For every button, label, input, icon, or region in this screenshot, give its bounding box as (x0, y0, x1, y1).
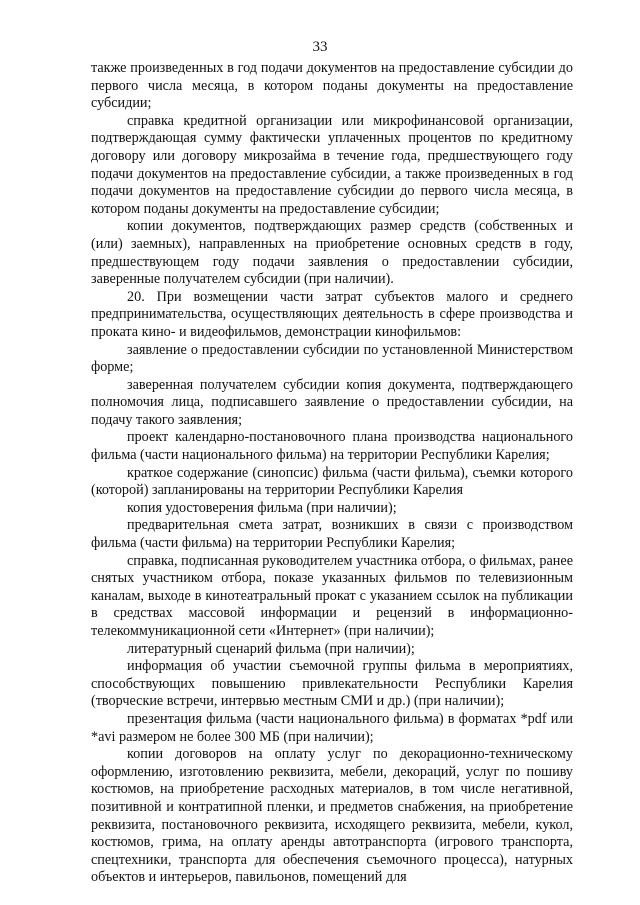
paragraph: информация об участии съемочной группы фильма в мероприятиях, способствующих повышению привлекательности Республики Карелия (творческие встречи, интервью местным СМИ и др.) (при наличии); (91, 658, 573, 710)
paragraph: литературный сценарий фильма (при наличии); (127, 640, 415, 657)
paragraph: копия удостоверения фильма (при наличии); (127, 499, 397, 516)
paragraph: презентация фильма (части национального фильма) в форматах *pdf или *avi размером не более 300 МБ (при наличии); (91, 710, 573, 745)
paragraph: также произведенных в год подачи документов на предоставление субсидии до первого числа месяца, в котором поданы документы на предоставление субсидии; (91, 60, 573, 112)
paragraph: заявление о предоставлении субсидии по установленной Министерством форме; (91, 341, 573, 376)
paragraph: справка, подписанная руководителем участника отбора, о фильмах, ранее снятых участником отбора, показе указанных фильмов по телевизионным каналам, выходе в кинотеатральный прокат с указанием ссылок на публикации в средствах массовой информации и рецензий в информационно-телекоммуникационной сети «Интернет» (при наличии); (91, 552, 573, 639)
paragraph: заверенная получателем субсидии копия документа, подтверждающего полномочия лица, подписавшего заявление о предоставлении субсидии, на подачу такого заявления; (91, 376, 573, 428)
paragraph: 20. При возмещении части затрат субъектов малого и среднего предпринимательства, осуществляющих деятельность в сфере производства и проката кино- и видеофильмов, демонстрации кинофильмов: (91, 288, 573, 340)
paragraph: справка кредитной организации или микрофинансовой организации, подтверждающая сумму фактически уплаченных процентов по кредитному договору или договору микрозайма в течение года, предшествующего году подачи документов на предоставление субсидии, а также произведенных в год подачи документов на предоставление субсидии до первого числа месяца, в котором поданы документы на предоставление субсидии; (91, 112, 573, 217)
page-number: 33 (312, 39, 328, 55)
paragraph: краткое содержание (синопсис) фильма (части фильма), съемки которого (которой) запланированы на территории Республики Карелия (91, 464, 573, 499)
paragraph: проект календарно-постановочного плана производства национального фильма (части национального фильма) на территории Республики Карелия; (91, 429, 573, 464)
paragraph: копии документов, подтверждающих размер средств (собственных и (или) заемных), направленных на приобретение основных средств в году, предшествующем году подачи заявления о предоставлении субсидии, заверенные получателем субсидии (при наличии). (91, 218, 573, 288)
paragraph: копии договоров на оплату услуг по декорационно-техническому оформлению, изготовлению реквизита, мебели, декораций, услуг по пошиву костюмов, на приобретение расходных материалов, в том числе негативной, позитивной и контратипной пленки, и предметов снабжения, на приобретение реквизита, постановочного реквизита, исходящего реквизита, мебели, кукол, костюмов, грима, на оплату аренды автотранспорта (игрового транспорта, спецтехники, транспорта для обеспечения съемочного процесса), натурных объектов и интерьеров, павильонов, помещений для (91, 746, 573, 886)
document-body (91, 60, 573, 887)
paragraph: предварительная смета затрат, возникших в связи с производством фильма (части фильма) на территории Республики Карелия; (91, 517, 573, 552)
